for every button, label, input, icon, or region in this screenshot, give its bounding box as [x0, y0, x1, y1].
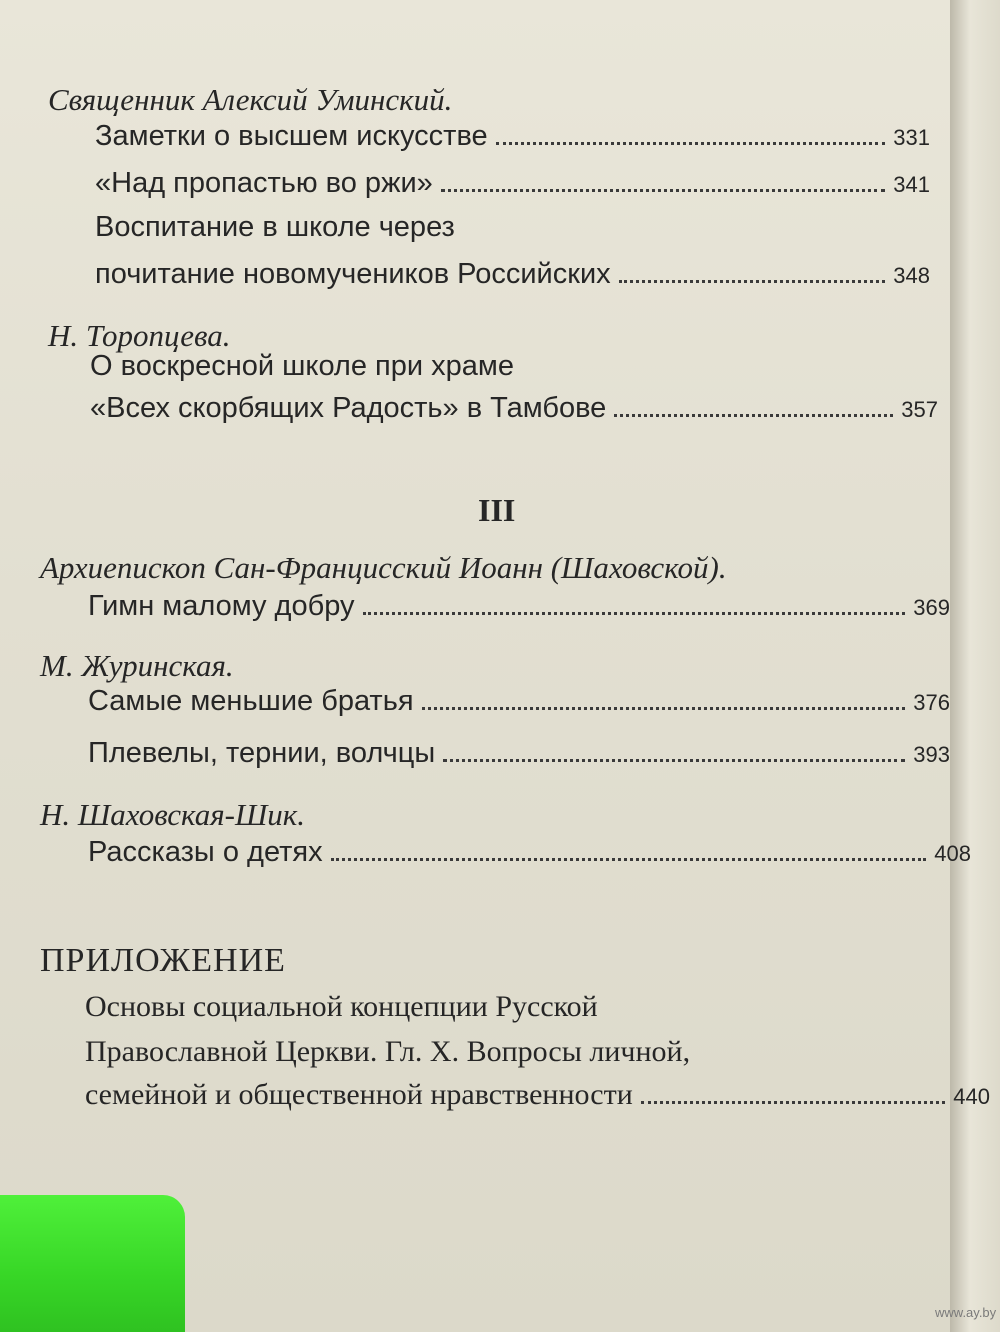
dot-leader	[641, 1100, 946, 1104]
entry-title: Основы социальной концепции Русской	[85, 990, 598, 1023]
page-number: 341	[893, 172, 930, 197]
author-zhurinskaya: М. Журинская.	[40, 648, 234, 683]
facing-page-edge	[950, 0, 1000, 1332]
dot-leader	[614, 413, 893, 417]
page-number: 331	[893, 125, 930, 150]
entry-title: почитание новомучеников Российских	[95, 258, 611, 290]
green-bookmark	[0, 1195, 185, 1332]
toc-entry	[88, 685, 950, 718]
dot-leader	[496, 141, 886, 145]
dot-leader	[363, 611, 906, 615]
dot-leader	[422, 706, 906, 710]
entry-title: Православной Церкви. Гл. X. Вопросы личной,	[85, 1035, 691, 1068]
entry-title: Заметки о высшем искусстве	[95, 120, 488, 152]
page-number: 357	[901, 397, 938, 422]
entry-title: Рассказы о детях	[88, 836, 323, 868]
author-toroptseva: Н. Торопцева.	[48, 318, 231, 353]
author-uminsky: Священник Алексий Уминский.	[48, 82, 453, 117]
entry-title: Воспитание в школе через	[95, 211, 455, 243]
toc-entry-line	[85, 1035, 985, 1069]
toc-entry	[95, 120, 930, 153]
dot-leader	[619, 279, 886, 283]
dot-leader	[443, 758, 905, 762]
section-number: III	[478, 492, 516, 528]
entry-title: «Всех скорбящих Радость» в Тамбове	[90, 392, 607, 424]
toc-entry	[90, 392, 938, 425]
entry-title: семейной и общественной нравственности	[85, 1078, 633, 1111]
page-number: 393	[913, 742, 950, 767]
toc-entry-line	[95, 211, 930, 244]
toc-entry	[95, 167, 930, 200]
author-ioann-shakhovskoy: Архиепископ Сан-Францисский Иоанн (Шаховской).	[40, 550, 727, 585]
page-number: 369	[913, 595, 950, 620]
toc-entry	[88, 836, 971, 869]
toc-entry	[88, 590, 950, 623]
toc-entry-line	[90, 350, 925, 383]
author-shakhovskaya-shik: Н. Шаховская-Шик.	[40, 797, 306, 832]
page-number: 440	[953, 1084, 990, 1109]
page-number: 408	[934, 841, 971, 866]
toc-entry-line	[85, 990, 985, 1024]
entry-title: О воскресной школе при храме	[90, 350, 514, 382]
toc-entry	[95, 258, 930, 291]
dot-leader	[441, 188, 885, 192]
toc-entry	[88, 737, 950, 770]
watermark: www.ay.by	[935, 1305, 997, 1320]
entry-title: «Над пропастью во ржи»	[95, 167, 433, 199]
entry-title: Плевелы, тернии, волчцы	[88, 737, 436, 769]
toc-entry	[85, 1078, 990, 1112]
entry-title: Самые меньшие братья	[88, 685, 414, 717]
page-number: 376	[913, 690, 950, 715]
entry-title: Гимн малому добру	[88, 590, 355, 622]
appendix-heading: ПРИЛОЖЕНИЕ	[40, 942, 286, 979]
dot-leader	[331, 857, 927, 861]
page-number: 348	[893, 263, 930, 288]
